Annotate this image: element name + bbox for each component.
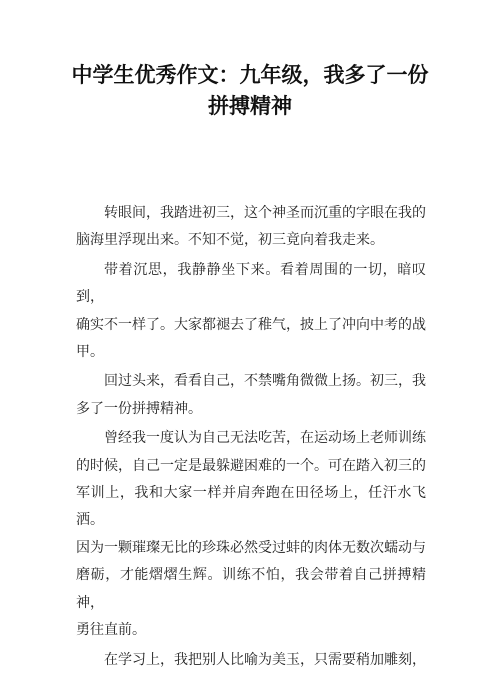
text-line: 多了一份拼搏精神。	[76, 400, 202, 417]
text-line: 回过头来，看看自己，不禁嘴角微微上扬。初三，我	[104, 373, 426, 390]
text-line: 因为一颗璀璨无比的珍珠必然受过蚌的肉体无数次蠕动与	[76, 539, 426, 556]
text-line: 的时候，自己一定是最躲避困难的一个。可在踏入初三的	[76, 457, 426, 474]
text-line: 勇往直前。	[76, 622, 146, 639]
text-line: 确实不一样了。大家都褪去了稚气，披上了冲向中考的战	[76, 316, 426, 333]
text-line: 转眼间，我踏进初三，这个神圣而沉重的字眼在我的	[104, 205, 426, 221]
title-line-2: 拼搏精神	[208, 94, 292, 118]
title-line-1: 中学生优秀作文：九年级，我多了一份	[71, 63, 429, 87]
text-line: 甲。	[76, 344, 104, 361]
text-line: 带着沉思，我静静坐下来。看着周围的一切，暗叹到，	[76, 261, 426, 306]
text-line: 军训上，我和大家一样并肩奔跑在田径场上，任汗水飞洒。	[76, 485, 426, 529]
paragraph-1	[76, 200, 426, 255]
text-line: 脑海里浮现出来。不知不觉，初三竟向着我走来。	[76, 232, 384, 249]
text-line: 磨砺，才能熠熠生辉。训练不怕，我会带着自己拼搏精神，	[76, 567, 426, 611]
paragraph-5	[76, 647, 426, 674]
article-title	[40, 60, 460, 122]
text-line: 在学习上，我把别人比喻为美玉，只需要稍加雕刻，	[104, 651, 426, 668]
paragraph-3	[76, 368, 426, 423]
paragraph-2	[76, 257, 426, 367]
text-line: 曾经我一度认为自己无法吃苦，在运动场上老师训练	[104, 430, 426, 447]
article-body	[76, 200, 426, 676]
paragraph-4	[76, 425, 426, 644]
